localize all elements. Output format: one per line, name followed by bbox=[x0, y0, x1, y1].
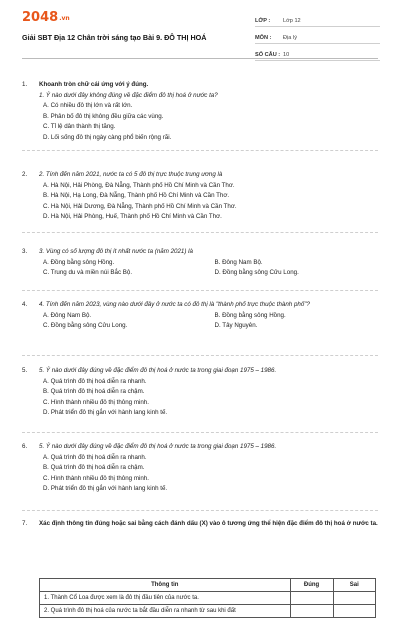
meta-value: Lớp 12 bbox=[283, 18, 301, 24]
option[interactable]: C. Hình thành nhiều đô thị thông minh. bbox=[43, 474, 149, 482]
question-number: 3. bbox=[22, 248, 28, 255]
question-text: 4. Tính đến năm 2023, vùng nào dưới đây ở nước ta có đô thị là "thành phố trực thuộc thành phố"? bbox=[39, 301, 310, 308]
option[interactable]: C. Đồng bằng sông Cửu Long. bbox=[43, 322, 128, 330]
option[interactable]: A. Đồng bằng sông Hồng. bbox=[43, 258, 115, 266]
option[interactable]: B. Hà Nội, Hạ Long, Đà Nẵng, Thành phố Hồ Chí Minh và Cần Thơ. bbox=[43, 192, 230, 200]
meta-value: 10 bbox=[283, 52, 290, 58]
option[interactable]: A. Hà Nội, Hải Phòng, Đà Nẵng, Thành phố Hồ Chí Minh và Cần Thơ. bbox=[43, 181, 235, 189]
document-title: Giải SBT Địa 12 Chân trời sáng tạo Bài 9. ĐÔ THỊ HOÁ bbox=[22, 33, 207, 42]
false-checkbox-cell[interactable] bbox=[333, 592, 375, 605]
option[interactable]: B. Quá trình đô thị hoá diễn ra chậm. bbox=[43, 464, 145, 472]
option[interactable]: C. Hình thành nhiều đô thị thông minh. bbox=[43, 398, 149, 406]
meta-row-subject bbox=[255, 29, 380, 44]
meta-label: MÔN : bbox=[255, 35, 272, 41]
question-number: 5. bbox=[22, 367, 28, 374]
option[interactable]: B. Quá trình đô thị hoá diễn ra chậm. bbox=[43, 388, 145, 396]
question-7 bbox=[22, 519, 382, 530]
statement-cell: 2. Quá trình đô thị hoá của nước ta bắt đầu diễn ra nhanh từ sau khi đất bbox=[40, 605, 291, 618]
option[interactable]: C. Hà Nội, Hải Dương, Đà Nẵng, Thành phố Hồ Chí Minh và Cần Thơ. bbox=[43, 202, 237, 210]
question-divider bbox=[22, 510, 378, 511]
option[interactable]: D. Hà Nội, Hải Phòng, Huế, Thành phố Hồ Chí Minh và Cần Thơ. bbox=[43, 213, 222, 221]
option[interactable]: D. Lối sống đô thị ngày càng phổ biến rộng rãi. bbox=[43, 133, 172, 141]
question-number: 6. bbox=[22, 443, 28, 450]
option[interactable]: D. Phát triển đô thị gắn với hành lang kinh tế. bbox=[43, 485, 168, 493]
option[interactable]: D. Tây Nguyên. bbox=[214, 322, 258, 330]
option[interactable]: D. Phát triển đô thị gắn với hành lang kinh tế. bbox=[43, 409, 168, 417]
option[interactable]: B. Đồng bằng sông Hồng. bbox=[214, 311, 286, 319]
option[interactable]: A. Quá trình đô thị hoá diễn ra nhanh. bbox=[43, 453, 147, 461]
header-divider bbox=[22, 58, 378, 59]
question-text: 5. Ý nào dưới đây đúng về đặc điểm đô thị hoá ở nước ta trong giai đoạn 1975 – 1986. bbox=[39, 367, 277, 374]
column-header: Thông tin bbox=[40, 579, 291, 592]
question-number: 4. bbox=[22, 301, 28, 308]
table-row bbox=[40, 605, 376, 618]
question-number: 7. bbox=[22, 520, 28, 527]
true-false-table bbox=[39, 578, 376, 618]
meta-label: SỐ CÂU : bbox=[255, 52, 281, 58]
question-text: 5. Ý nào dưới đây đúng về đặc điểm đô thị hoá ở nước ta trong giai đoạn 1975 – 1986. bbox=[39, 443, 277, 450]
meta-label: LỚP : bbox=[255, 18, 271, 24]
meta-box bbox=[255, 12, 380, 63]
site-logo[interactable]: 2048.vn bbox=[22, 10, 70, 25]
question-text: 2. Tính đến năm 2021, nước ta có 5 đô thị trực thuộc trung ương là bbox=[39, 171, 223, 178]
question-2 bbox=[22, 170, 382, 223]
column-header: Đúng bbox=[290, 579, 333, 592]
question-number: 1. bbox=[22, 81, 28, 88]
question-5 bbox=[22, 366, 382, 419]
question-text: 3. Vùng có số lượng đô thị ít nhất nước ta (năm 2021) là bbox=[39, 248, 193, 255]
page-header bbox=[0, 0, 400, 58]
table-header-row bbox=[40, 579, 376, 592]
question-divider bbox=[22, 355, 378, 356]
option[interactable]: C. Trung du và miền núi Bắc Bộ. bbox=[43, 269, 133, 277]
question-heading: Xác định thông tin đúng hoặc sai bằng cách đánh dấu (X) vào ô tương ứng thể hiện đặc điểm đô thị hoá ở nước ta. bbox=[39, 520, 378, 527]
option[interactable]: B. Đông Nam Bộ. bbox=[214, 258, 263, 266]
option[interactable]: B. Phân bố đô thị không đều giữa các vùng. bbox=[43, 112, 164, 120]
question-text: 1. Ý nào dưới đây không đúng về đặc điểm đô thị hoá ở nước ta? bbox=[39, 91, 218, 99]
question-divider bbox=[22, 432, 378, 433]
question-divider bbox=[22, 150, 378, 151]
question-number: 2. bbox=[22, 171, 28, 178]
column-header: Sai bbox=[333, 579, 375, 592]
question-heading: Khoanh tròn chữ cái ứng với ý đúng. bbox=[39, 81, 149, 88]
true-checkbox-cell[interactable] bbox=[290, 605, 333, 618]
option[interactable]: A. Có nhiều đô thị lớn và rất lớn. bbox=[43, 102, 133, 110]
option[interactable]: D. Đồng bằng sông Cửu Long. bbox=[214, 269, 299, 277]
question-3 bbox=[22, 247, 382, 279]
question-6 bbox=[22, 442, 382, 495]
false-checkbox-cell[interactable] bbox=[333, 605, 375, 618]
option[interactable]: A. Đông Nam Bộ. bbox=[43, 311, 92, 319]
statement-cell: 1. Thành Cổ Loa được xem là đô thị đầu tiên của nước ta. bbox=[40, 592, 291, 605]
question-4 bbox=[22, 300, 382, 332]
question-divider bbox=[22, 290, 378, 291]
question-divider bbox=[22, 232, 378, 233]
true-checkbox-cell[interactable] bbox=[290, 592, 333, 605]
question-1 bbox=[22, 80, 382, 144]
option[interactable]: C. Tỉ lệ dân thành thị tăng. bbox=[43, 123, 116, 131]
meta-row-class bbox=[255, 12, 380, 27]
option[interactable]: A. Quá trình đô thị hoá diễn ra nhanh. bbox=[43, 377, 147, 385]
meta-value: Địa lý bbox=[283, 35, 297, 41]
table-row bbox=[40, 592, 376, 605]
